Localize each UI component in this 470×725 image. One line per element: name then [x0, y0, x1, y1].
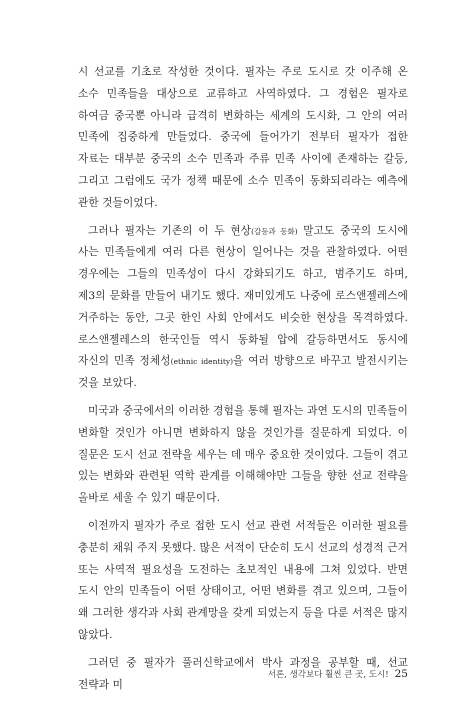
paragraph-4: 이전까지 필자가 주로 접한 도시 선교 관련 서적들은 이러한 필요를 충분히 채워 주지 못했다. 많은 서적이 단순히 도시 선교의 성경적 근거 또는 사역적 필요성을 도전하는 초보적인 내용에 그쳐 있었다. 반면 도시 안의 민족들이 어떤 상태이고, 어떤 변화를 겪고 있으며, 그들이 왜 그러한 생각과 사회 관계망을 갖게 되었는지 등을 다룬 서적은 많지 않았다. — [78, 519, 408, 641]
page-number: 25 — [394, 668, 408, 680]
paragraph-2-gloss-ethnic-identity: (ethnic identity) — [170, 357, 234, 367]
paragraph-3: 미국과 중국에서의 이러한 경험을 통해 필자는 과연 도시의 민족들이 변화할 것인가 아니면 변화하지 않을 것인가를 질문하게 되었다. 이 질문은 도시 선교 전략을 세우는 데 매우 중요한 것이었다. 그들이 겪고 있는 변화와 관련된 역학 관계를 이해해야만 그들을 향한 선교 전략을 올바로 세울 수 있기 때문이다. — [78, 404, 408, 505]
paragraph-2-part-3: 을 여러 방향으로 바꾸고 발전시키는 것을 보았다. — [78, 355, 408, 390]
paragraph-1: 시 선교를 기초로 작성한 것이다. 필자는 주로 도시로 갓 이주해 온 소수 민족들을 대상으로 교류하고 사역하였다. 그 경험은 필자로 하여금 중국뿐 아니라 급격히 변화하는 세계의 도시화, 그 안의 여러 민족에 집중하게 만들었다. 중국에 들어가기 전부터 필자가 접한 자료는 대부분 중국의 소수 민족과 주류 민족 사이에 존재하는 갈등, 그리고 그럼에도 국가 정책 때문에 소수 민족이 동화되리라는 예측에 관한 것들이었다. — [78, 66, 408, 209]
paragraph-2-part-2: 말고도 중국의 도시에 사는 민족들에게 여러 다른 현상이 일어나는 것을 관찰하였다. 어떤 경우에는 그들의 민족성이 다시 강화되기도 하고, 범주기도 하며, 제3의 문화를 만들어 내기도 했다. 재미있게도 나중에 로스앤젤레스에 거주하는 동안, 그곳 한인 사회 안에서도 비슷한 현상을 목격하였다. 로스앤젤레스의 한국인들 역시 동화될 압에 갈등하면서도 동시에 자신의 민족 정체성 — [78, 224, 408, 368]
page-body — [78, 62, 408, 702]
paragraph-2-part-1: 그러나 필자는 기존의 이 두 현상 — [88, 224, 252, 237]
paragraph-2 — [78, 221, 408, 395]
paragraph-5: 그러던 중 필자가 풀러신학교에서 박사 과정을 공부할 때, 선교 전략과 미 — [78, 656, 408, 691]
running-footer — [268, 668, 408, 680]
footer-chapter-title: 서론, 생각보다 훨씬 큰 곳, 도시! — [267, 670, 389, 680]
paragraph-2-gloss-conflict-assimilation: (갈등과 동화) — [251, 226, 298, 236]
